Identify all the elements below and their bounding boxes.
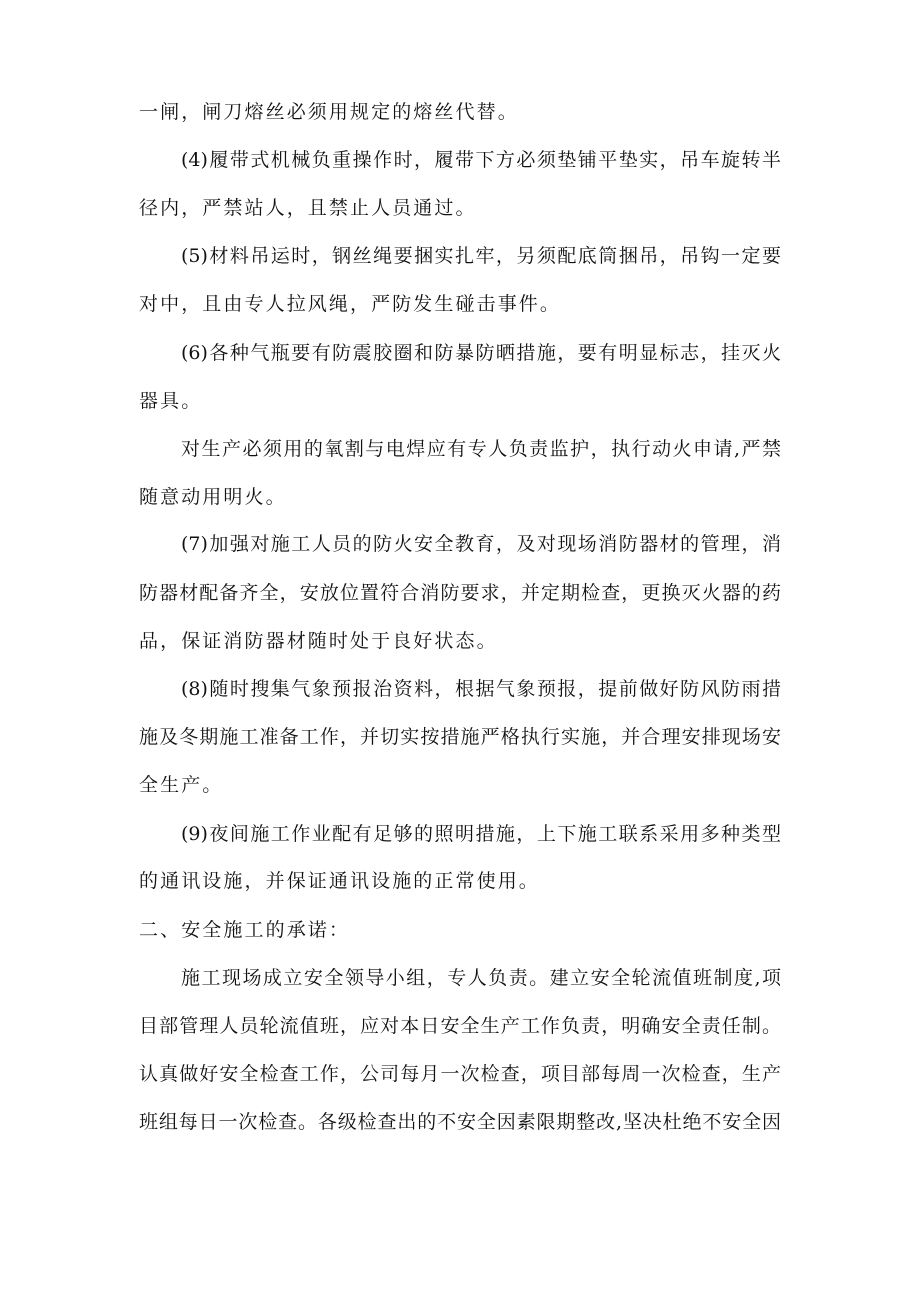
text-line-12: 品，保证消防器材随时处于良好状态。 [139, 630, 498, 652]
text-line-11: 防器材配备齐全，安放位置符合消防要求，并定期检查，更换灭火器的药 [139, 582, 781, 604]
text-line-17: 的通讯设施，并保证通讯设施的正常使用。 [139, 870, 540, 892]
text-line-15: 全生产。 [139, 774, 224, 796]
text-line-5: 对中，且由专人拉风绳，严防发生碰击事件。 [139, 293, 562, 315]
text-line-16: (9)夜间施工作业配有足够的照明措施，上下施工联系采用多种类型 [181, 823, 781, 845]
text-line-3: 径内，严禁站人，且禁止人员通过。 [139, 197, 477, 219]
text-line-9: 随意动用明火。 [139, 486, 287, 508]
text-line-22: 班组每日一次检查。各级检查出的不安全因素限期整改,坚决杜绝不安全因 [139, 1111, 781, 1133]
text-line-19: 施工现场成立安全领导小组，专人负责。建立安全轮流值班制度,项 [181, 967, 781, 989]
text-line-6: (6)各种气瓶要有防震胶圈和防暴防晒措施，要有明显标志，挂灭火 [181, 342, 781, 364]
text-line-7: 器具。 [139, 390, 203, 412]
text-line-10: (7)加强对施工人员的防火安全教育，及对现场消防器材的管理，消 [181, 533, 781, 555]
text-line-13: (8)随时搜集气象预报治资料，根据气象预报，提前做好防风防雨措 [181, 678, 781, 700]
text-line-4: (5)材料吊运时，钢丝绳要捆实扎牢，另须配底筒捆吊，吊钩一定要 [181, 245, 781, 267]
text-line-20: 目部管理人员轮流值班，应对本日安全生产工作负责，明确安全责任制。 [139, 1015, 781, 1037]
text-line-8: 对生产必须用的氧割与电焊应有专人负责监护，执行动火申请,严禁 [181, 438, 781, 460]
section-heading: 二、安全施工的承诺： [139, 919, 351, 941]
text-line-14: 施及冬期施工准备工作，并切实按措施严格执行实施，并合理安排现场安 [139, 726, 781, 748]
text-line-2: (4)履带式机械负重操作时，履带下方必须垫铺平垫实，吊车旋转半 [181, 149, 781, 171]
text-line-1: 一闸，闸刀熔丝必须用规定的熔丝代替。 [139, 101, 519, 123]
text-line-21: 认真做好安全检查工作，公司每月一次检查，项目部每周一次检查，生产 [139, 1063, 781, 1085]
